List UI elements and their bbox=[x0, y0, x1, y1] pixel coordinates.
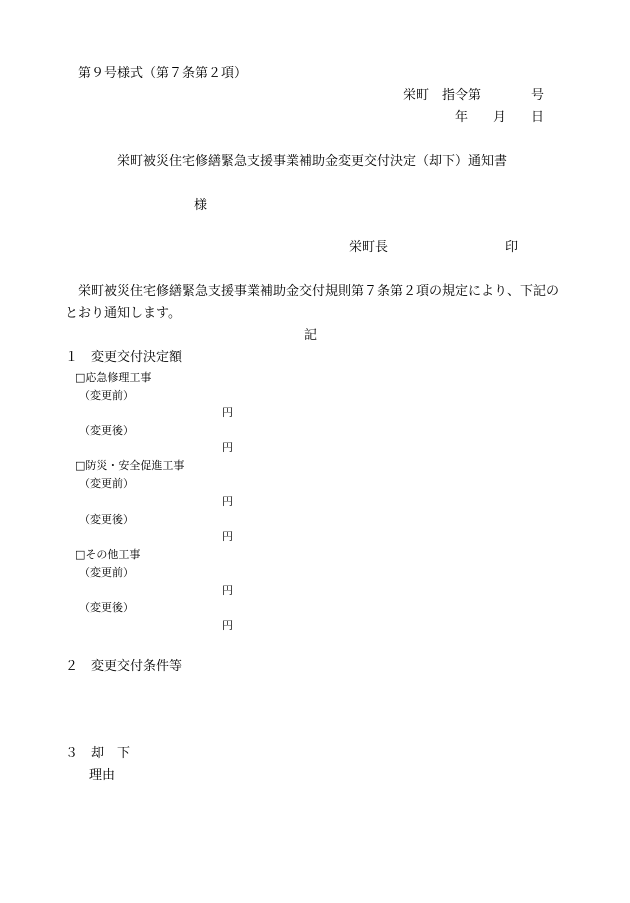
item-disaster-prevention-after-unit: 円 bbox=[222, 530, 233, 543]
date-year: 年 bbox=[455, 110, 469, 125]
body-text-line-2: とおり通知します。 bbox=[65, 306, 181, 321]
reference-number-prefix: 栄町 指令第 bbox=[403, 88, 482, 103]
addressee-suffix: 様 bbox=[194, 198, 208, 213]
item-disaster-prevention-before-label: （変更前） bbox=[79, 477, 134, 490]
item-disaster-prevention-label: □防災・安全促進工事 bbox=[75, 459, 185, 472]
section-2-heading: ２ 変更交付条件等 bbox=[65, 659, 183, 674]
item-emergency-repair-before-unit: 円 bbox=[222, 406, 233, 419]
rejection-reason-label: 理由 bbox=[89, 768, 116, 783]
form-id: 第９号様式（第７条第２項） bbox=[78, 66, 248, 81]
ki-heading: 記 bbox=[304, 328, 318, 343]
item-emergency-repair-after-unit: 円 bbox=[222, 441, 233, 454]
item-emergency-repair-after-label: （変更後） bbox=[79, 424, 134, 437]
item-emergency-repair-before-label: （変更前） bbox=[79, 389, 134, 402]
item-emergency-repair-label: □応急修理工事 bbox=[75, 371, 152, 384]
item-other-work-label: □その他工事 bbox=[75, 548, 141, 561]
section-1-heading: １ 変更交付決定額 bbox=[65, 350, 183, 365]
body-text-line-1: 栄町被災住宅修繕緊急支援事業補助金交付規則第７条第２項の規定により、下記の bbox=[78, 284, 560, 299]
section-3-heading: ３ 却 下 bbox=[65, 746, 131, 761]
date-month: 月 bbox=[493, 110, 507, 125]
item-other-work-after-label: （変更後） bbox=[79, 601, 134, 614]
item-disaster-prevention-before-unit: 円 bbox=[222, 495, 233, 508]
seal-mark: 印 bbox=[505, 240, 519, 255]
item-other-work-after-unit: 円 bbox=[222, 619, 233, 632]
reference-number-suffix: 号 bbox=[531, 88, 545, 103]
item-other-work-before-label: （変更前） bbox=[79, 566, 134, 579]
item-disaster-prevention-after-label: （変更後） bbox=[79, 513, 134, 526]
document-title: 栄町被災住宅修繕緊急支援事業補助金変更交付決定（却下）通知書 bbox=[117, 154, 508, 169]
date-day: 日 bbox=[531, 110, 545, 125]
item-other-work-before-unit: 円 bbox=[222, 584, 233, 597]
issuer-name: 栄町長 bbox=[349, 240, 389, 255]
